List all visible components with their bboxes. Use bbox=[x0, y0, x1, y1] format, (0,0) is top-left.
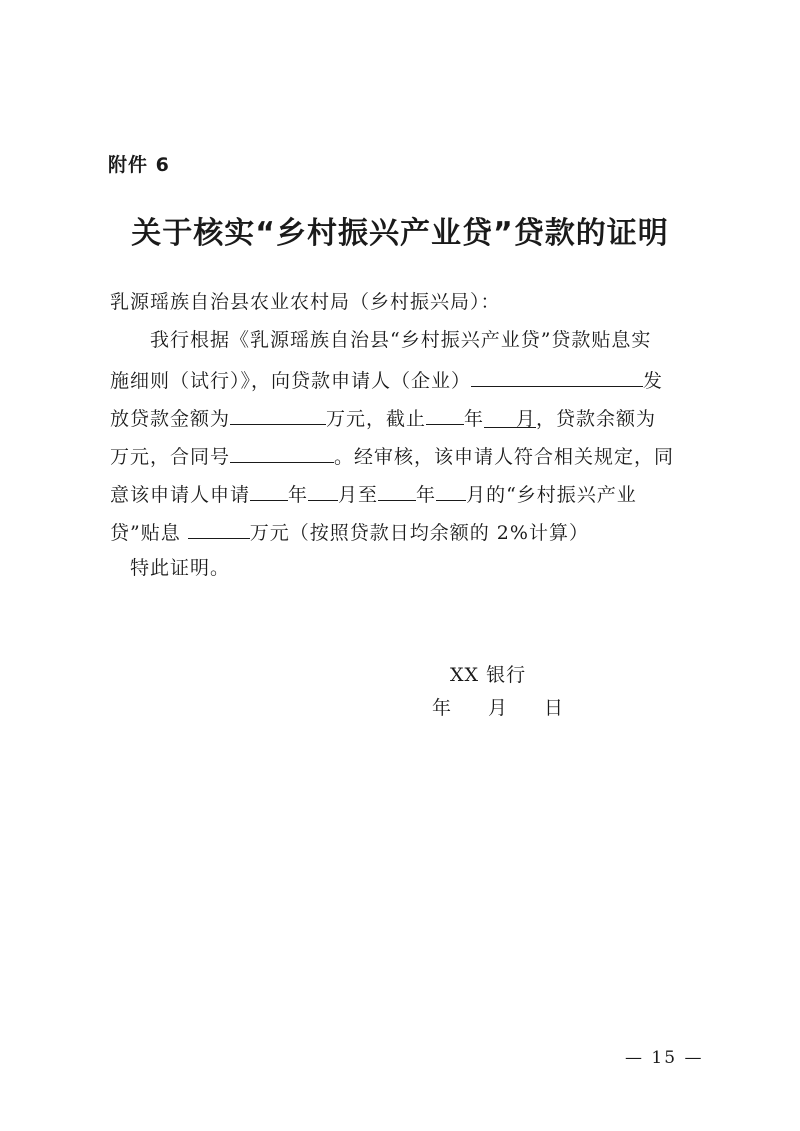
body-text: 年 bbox=[416, 484, 437, 506]
body-line-6 bbox=[110, 518, 589, 545]
body-line-1 bbox=[150, 328, 651, 352]
date-month: 月 bbox=[488, 697, 508, 719]
body-text: 年 bbox=[464, 408, 485, 430]
body-text: 万元（按照贷款日均余额的 2%计算） bbox=[249, 522, 589, 544]
signature-date bbox=[432, 693, 600, 720]
body-text: 万元，合同号 bbox=[110, 446, 231, 468]
body-text: 万元，截止 bbox=[326, 408, 427, 430]
body-text: 。经审核，该申请人符合相关规定，同 bbox=[334, 446, 675, 468]
end-year-blank bbox=[378, 480, 416, 501]
body-text: 年 bbox=[288, 484, 309, 506]
body-text: 我行根据《乳源瑶族自治县“乡村振兴产业贷”贷款贴息实 bbox=[150, 329, 652, 351]
end-month-blank bbox=[436, 480, 466, 501]
bank-name: XX 银行 bbox=[450, 664, 527, 686]
body-text: 月的“乡村振兴产业 bbox=[466, 484, 637, 506]
body-text: 月 bbox=[516, 408, 537, 430]
cutoff-month-blank bbox=[484, 407, 536, 428]
subsidy-amount-blank bbox=[188, 518, 250, 539]
date-day: 日 bbox=[544, 697, 564, 719]
body-text: 发 bbox=[643, 370, 664, 392]
body-line-4 bbox=[110, 442, 674, 469]
date-year: 年 bbox=[432, 697, 452, 719]
body-text: 贷”贴息 bbox=[110, 522, 188, 544]
start-year-blank bbox=[250, 480, 288, 501]
cutoff-year-blank bbox=[426, 404, 464, 425]
body-line-5 bbox=[110, 480, 637, 507]
body-line-2 bbox=[110, 366, 663, 393]
closing-line bbox=[130, 556, 230, 580]
attachment-label: 附件 6 bbox=[108, 154, 170, 176]
start-month-blank bbox=[308, 480, 338, 501]
loan-amount-blank bbox=[230, 404, 326, 425]
page-number: — 15 — bbox=[625, 1048, 704, 1068]
body-text: 特此证明。 bbox=[130, 557, 231, 579]
recipient-line: 乳源瑶族自治县农业农村局（乡村振兴局）： bbox=[110, 291, 501, 313]
document-title: 关于核实“乡村振兴产业贷”贷款的证明 bbox=[131, 216, 669, 251]
body-line-3 bbox=[110, 404, 656, 431]
applicant-blank bbox=[471, 366, 643, 387]
body-text: 月至 bbox=[338, 484, 379, 506]
body-text: 意该申请人申请 bbox=[110, 484, 251, 506]
body-text: 施细则（试行）》，向贷款申请人（企业） bbox=[110, 370, 472, 392]
body-text: 放贷款金额为 bbox=[110, 408, 231, 430]
body-text: ，贷款余额为 bbox=[536, 408, 657, 430]
contract-number-blank bbox=[230, 442, 334, 463]
